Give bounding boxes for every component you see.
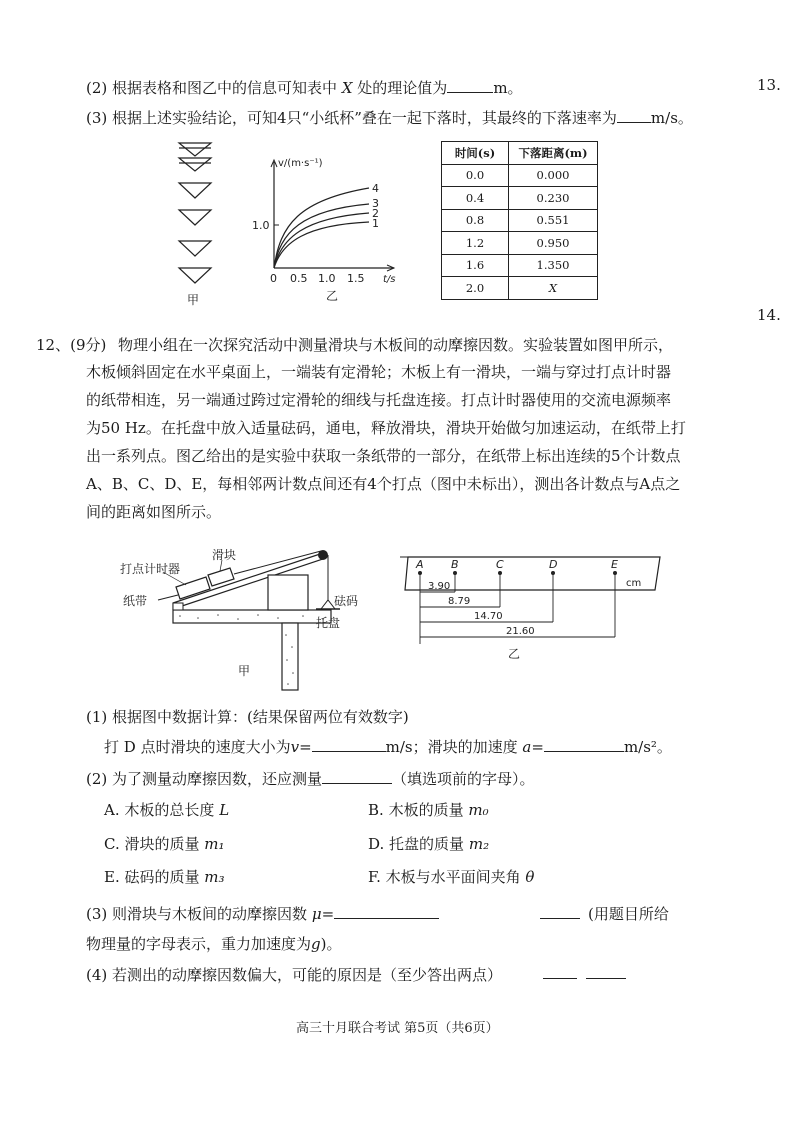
q12-line: A、B、C、D、E，每相邻两计数点间还有4个打点（图中未标出），测出各计数点与A点之	[86, 475, 681, 493]
q12-line: 物理小组在一次探究活动中测量滑块与木板间的动摩擦因数。实验装置如图甲所示，	[118, 336, 674, 354]
xtick: 1.5	[347, 272, 365, 285]
fig-caption: 甲	[238, 664, 251, 678]
point-label: C	[496, 558, 504, 571]
table-leg	[282, 623, 298, 690]
velocity-time-graph	[244, 150, 404, 303]
q12-line: 为50 Hz。在托盘中放入适量砝码，通电，释放滑块，滑块开始做匀加速运动，在纸带上打	[86, 419, 686, 437]
distance-label: 21.60	[506, 626, 535, 637]
answer-blank[interactable]	[447, 78, 493, 93]
paper-tape-figure	[400, 552, 670, 662]
q12-line: 出一系列点。图乙给出的是实验中获取一条纸带的一部分，在纸带上标出连续的5个计数点	[86, 447, 681, 465]
q11-part3: (3) 根据上述实验结论，可知4只“小纸杯”叠在一起下落时，其最终的下落速率为 m/s。	[86, 109, 693, 127]
option-b[interactable]: B. 木板的质量 m₀	[368, 801, 489, 819]
curve-2	[274, 213, 369, 268]
option-c[interactable]: C. 滑块的质量 m₁	[104, 835, 225, 853]
support-block	[268, 575, 308, 610]
distance-label: 14.70	[474, 611, 503, 622]
q12-part1: (1) 根据图中数据计算：(结果保留两位有效数字)	[86, 708, 409, 726]
point-label: D	[549, 558, 558, 571]
apparatus-figure	[118, 545, 378, 695]
fig-jia-label: 甲	[187, 293, 200, 307]
curve-label: 1	[372, 217, 379, 230]
curve-label: 4	[372, 182, 379, 195]
q12-line: 间的距离如图所示。	[86, 503, 222, 521]
graph-xlabel: t/s	[383, 274, 396, 285]
q12-number: 12、(9分)	[36, 336, 107, 354]
margin-number-13: 13.	[757, 76, 781, 94]
q12-part3-hint: (用题目所给	[588, 905, 669, 923]
q12-part3-line2: 物理量的字母表示，重力加速度为g)。	[86, 935, 342, 953]
velocity-blank[interactable]	[312, 737, 386, 752]
xtick: 0.5	[290, 272, 308, 285]
graph-caption: 乙	[326, 289, 339, 303]
slider-label: 滑块	[212, 548, 237, 562]
mu-blank[interactable]	[334, 904, 439, 919]
mu-blank-cont[interactable]	[540, 904, 580, 919]
q12-line: 的纸带相连，另一端通过跨过定滑轮的细线与托盘连接。打点计时器使用的交流电源频率	[86, 391, 672, 409]
answer-blank[interactable]	[322, 769, 392, 784]
table-header: 时间(s)	[442, 142, 509, 165]
answer-blank[interactable]	[617, 108, 651, 123]
point-label: E	[611, 558, 618, 571]
paper-cups-figure	[176, 138, 216, 308]
page-footer: 高三十月联合考试 第5页（共6页）	[296, 1021, 499, 1036]
curve-label: 2	[372, 207, 379, 220]
q12-part1-line2: 打 D 点时滑块的速度大小为v= m/s；滑块的加速度 a= m/s²。	[104, 738, 672, 756]
tray-label: 托盘	[316, 616, 341, 630]
weight-label: 砝码	[334, 594, 359, 608]
option-d[interactable]: D. 托盘的质量 m₂	[368, 835, 490, 853]
xtick: 0	[270, 272, 277, 285]
q11-part2: (2) 根据表格和图乙中的信息可知表中 X 处的理论值为 m。	[86, 79, 523, 97]
table-row: 1.2 0.950	[442, 232, 598, 255]
table-row: 0.8 0.551	[442, 209, 598, 232]
timer-label: 打点计时器	[120, 562, 181, 576]
acceleration-blank[interactable]	[544, 737, 624, 752]
curve-1	[274, 222, 369, 268]
graph-ylabel: v/(m·s⁻¹)	[278, 158, 323, 169]
xtick: 1.0	[318, 272, 336, 285]
fall-data-table	[441, 141, 598, 300]
curve-3	[274, 204, 369, 268]
reason-blank[interactable]	[586, 978, 626, 979]
point-label: B	[451, 558, 459, 571]
option-f[interactable]: F. 木板与水平面间夹角 θ	[368, 868, 535, 886]
curve-label: 3	[372, 197, 379, 210]
table-header: 下落距离(m)	[509, 142, 598, 165]
table-row: 0.0 0.000	[442, 164, 598, 187]
table-top	[173, 610, 331, 623]
q12-part3: (3) 则滑块与木板间的动摩擦因数 μ=	[86, 904, 439, 924]
tape-unit: cm	[626, 578, 642, 589]
margin-number-14: 14.	[757, 306, 781, 324]
table-row: 0.4 0.230	[442, 187, 598, 210]
fig-caption: 乙	[508, 647, 521, 661]
q12-part4: (4) 若测出的动摩擦因数偏大，可能的原因是（至少答出两点）	[86, 966, 503, 984]
table-row: 2.0 X	[442, 277, 598, 300]
table-row: 1.6 1.350	[442, 254, 598, 277]
graph-ytick: 1.0	[252, 219, 270, 232]
distance-label: 8.79	[448, 596, 471, 607]
distance-label: 3.90	[428, 581, 451, 592]
point-label: A	[416, 558, 424, 571]
q12-part2: (2) 为了测量动摩擦因数，还应测量 （填选项前的字母）。	[86, 770, 535, 788]
q12-line: 木板倾斜固定在水平桌面上，一端装有定滑轮；木板上有一滑块，一端与穿过打点计时器	[86, 363, 672, 381]
tape-label: 纸带	[123, 594, 148, 608]
slider-block	[208, 568, 234, 586]
option-a[interactable]: A. 木板的总长度 L	[104, 801, 230, 819]
reason-blank[interactable]	[543, 978, 577, 979]
option-e[interactable]: E. 砝码的质量 m₃	[104, 868, 225, 886]
